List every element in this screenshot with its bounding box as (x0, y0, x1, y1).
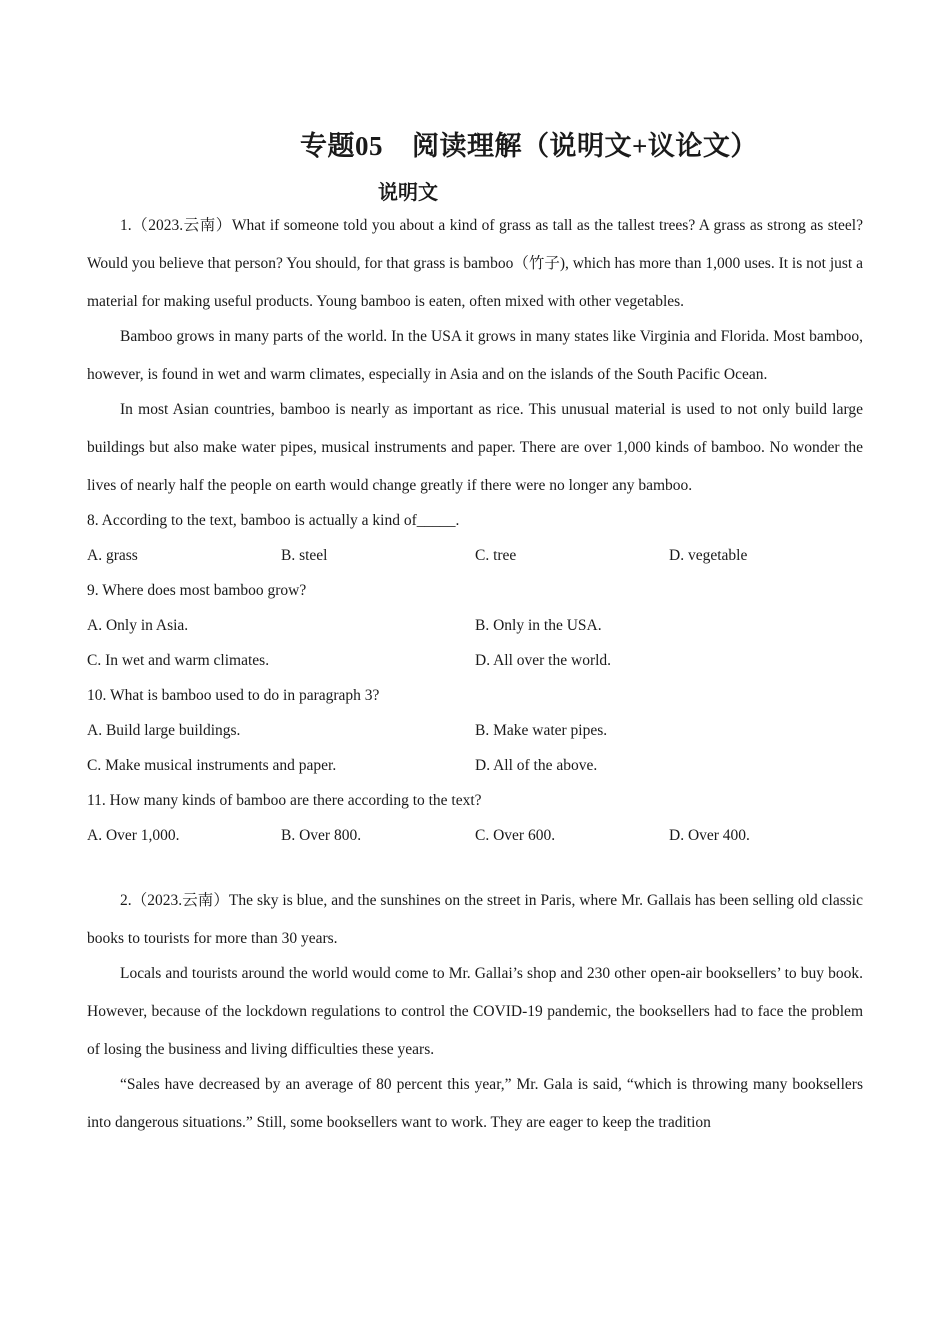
option: D. All over the world. (475, 652, 612, 669)
question-options (87, 643, 863, 678)
option: C. Over 600. (475, 827, 556, 844)
option: B. steel (281, 547, 328, 564)
question-options (87, 748, 863, 783)
option: B. Only in the USA. (475, 617, 602, 634)
option: D. vegetable (669, 547, 748, 564)
option: D. All of the above. (475, 757, 598, 774)
section-heading: 说明文 (378, 182, 438, 204)
passage2-paragraph: Locals and tourists around the world would come to Mr. Gallai’s shop and 230 other open-air booksellers’ to buy book. However, because of the lockdown regulations to control the COVID-19 pandemic, the booksellers had to face the problem of losing the business and living difficulties these years. (87, 965, 863, 1058)
option: C. tree (475, 547, 517, 564)
option: B. Make water pipes. (475, 722, 608, 739)
passage2-paragraph: “Sales have decreased by an average of 80 percent this year,” Mr. Gala is said, “which is throwing many booksellers into dangerous situations.” Still, some booksellers want to work. They are eager to keep the tradition (87, 1076, 863, 1131)
option: A. Over 1,000. (87, 827, 180, 844)
passage1-paragraph: Bamboo grows in many parts of the world. In the USA it grows in many states like Virginia and Florida. Most bamboo, however, is found in wet and warm climates, especially in Asia and on the islands of the South Pacific Ocean. (87, 328, 863, 383)
passage2-paragraph: 2.（2023.云南）The sky is blue, and the sunshines on the street in Paris, where Mr. Gallais has been selling old classic books to tourists for more than 30 years. (87, 892, 863, 947)
question-stem: 8. According to the text, bamboo is actually a kind of_____. (87, 512, 460, 529)
option: B. Over 800. (281, 827, 362, 844)
passage1-paragraph: In most Asian countries, bamboo is nearly as important as rice. This unusual material is used to not only build large buildings but also make water pipes, musical instruments and paper. There are over 1,000 kinds of bamboo. No wonder the lives of nearly half the people on earth would change greatly if there were no longer any bamboo. (87, 401, 863, 494)
question-options (87, 608, 863, 643)
passage1-paragraph: 1.（2023.云南）What if someone told you about a kind of grass as tall as the tallest trees? A grass as strong as steel? Would you believe that person? You should, for that grass is bamboo（竹子), which has more than 1,000 uses. It is not just a material for making useful products. Young bamboo is eaten, often mixed with other vegetables. (87, 217, 863, 310)
option: C. Make musical instruments and paper. (87, 757, 337, 774)
question-stem: 10. What is bamboo used to do in paragraph 3? (87, 687, 380, 704)
question-options (87, 538, 863, 573)
document-body (87, 207, 863, 1139)
page-title: 专题05 阅读理解（说明文+议论文） (300, 131, 758, 161)
question-options (87, 713, 863, 748)
question-stem: 9. Where does most bamboo grow? (87, 582, 307, 599)
option: A. grass (87, 547, 138, 564)
question-stem: 11. How many kinds of bamboo are there according to the text? (87, 792, 482, 809)
option: C. In wet and warm climates. (87, 652, 270, 669)
option: A. Only in Asia. (87, 617, 189, 634)
question-options (87, 818, 863, 853)
option: D. Over 400. (669, 827, 750, 844)
option: A. Build large buildings. (87, 722, 241, 739)
